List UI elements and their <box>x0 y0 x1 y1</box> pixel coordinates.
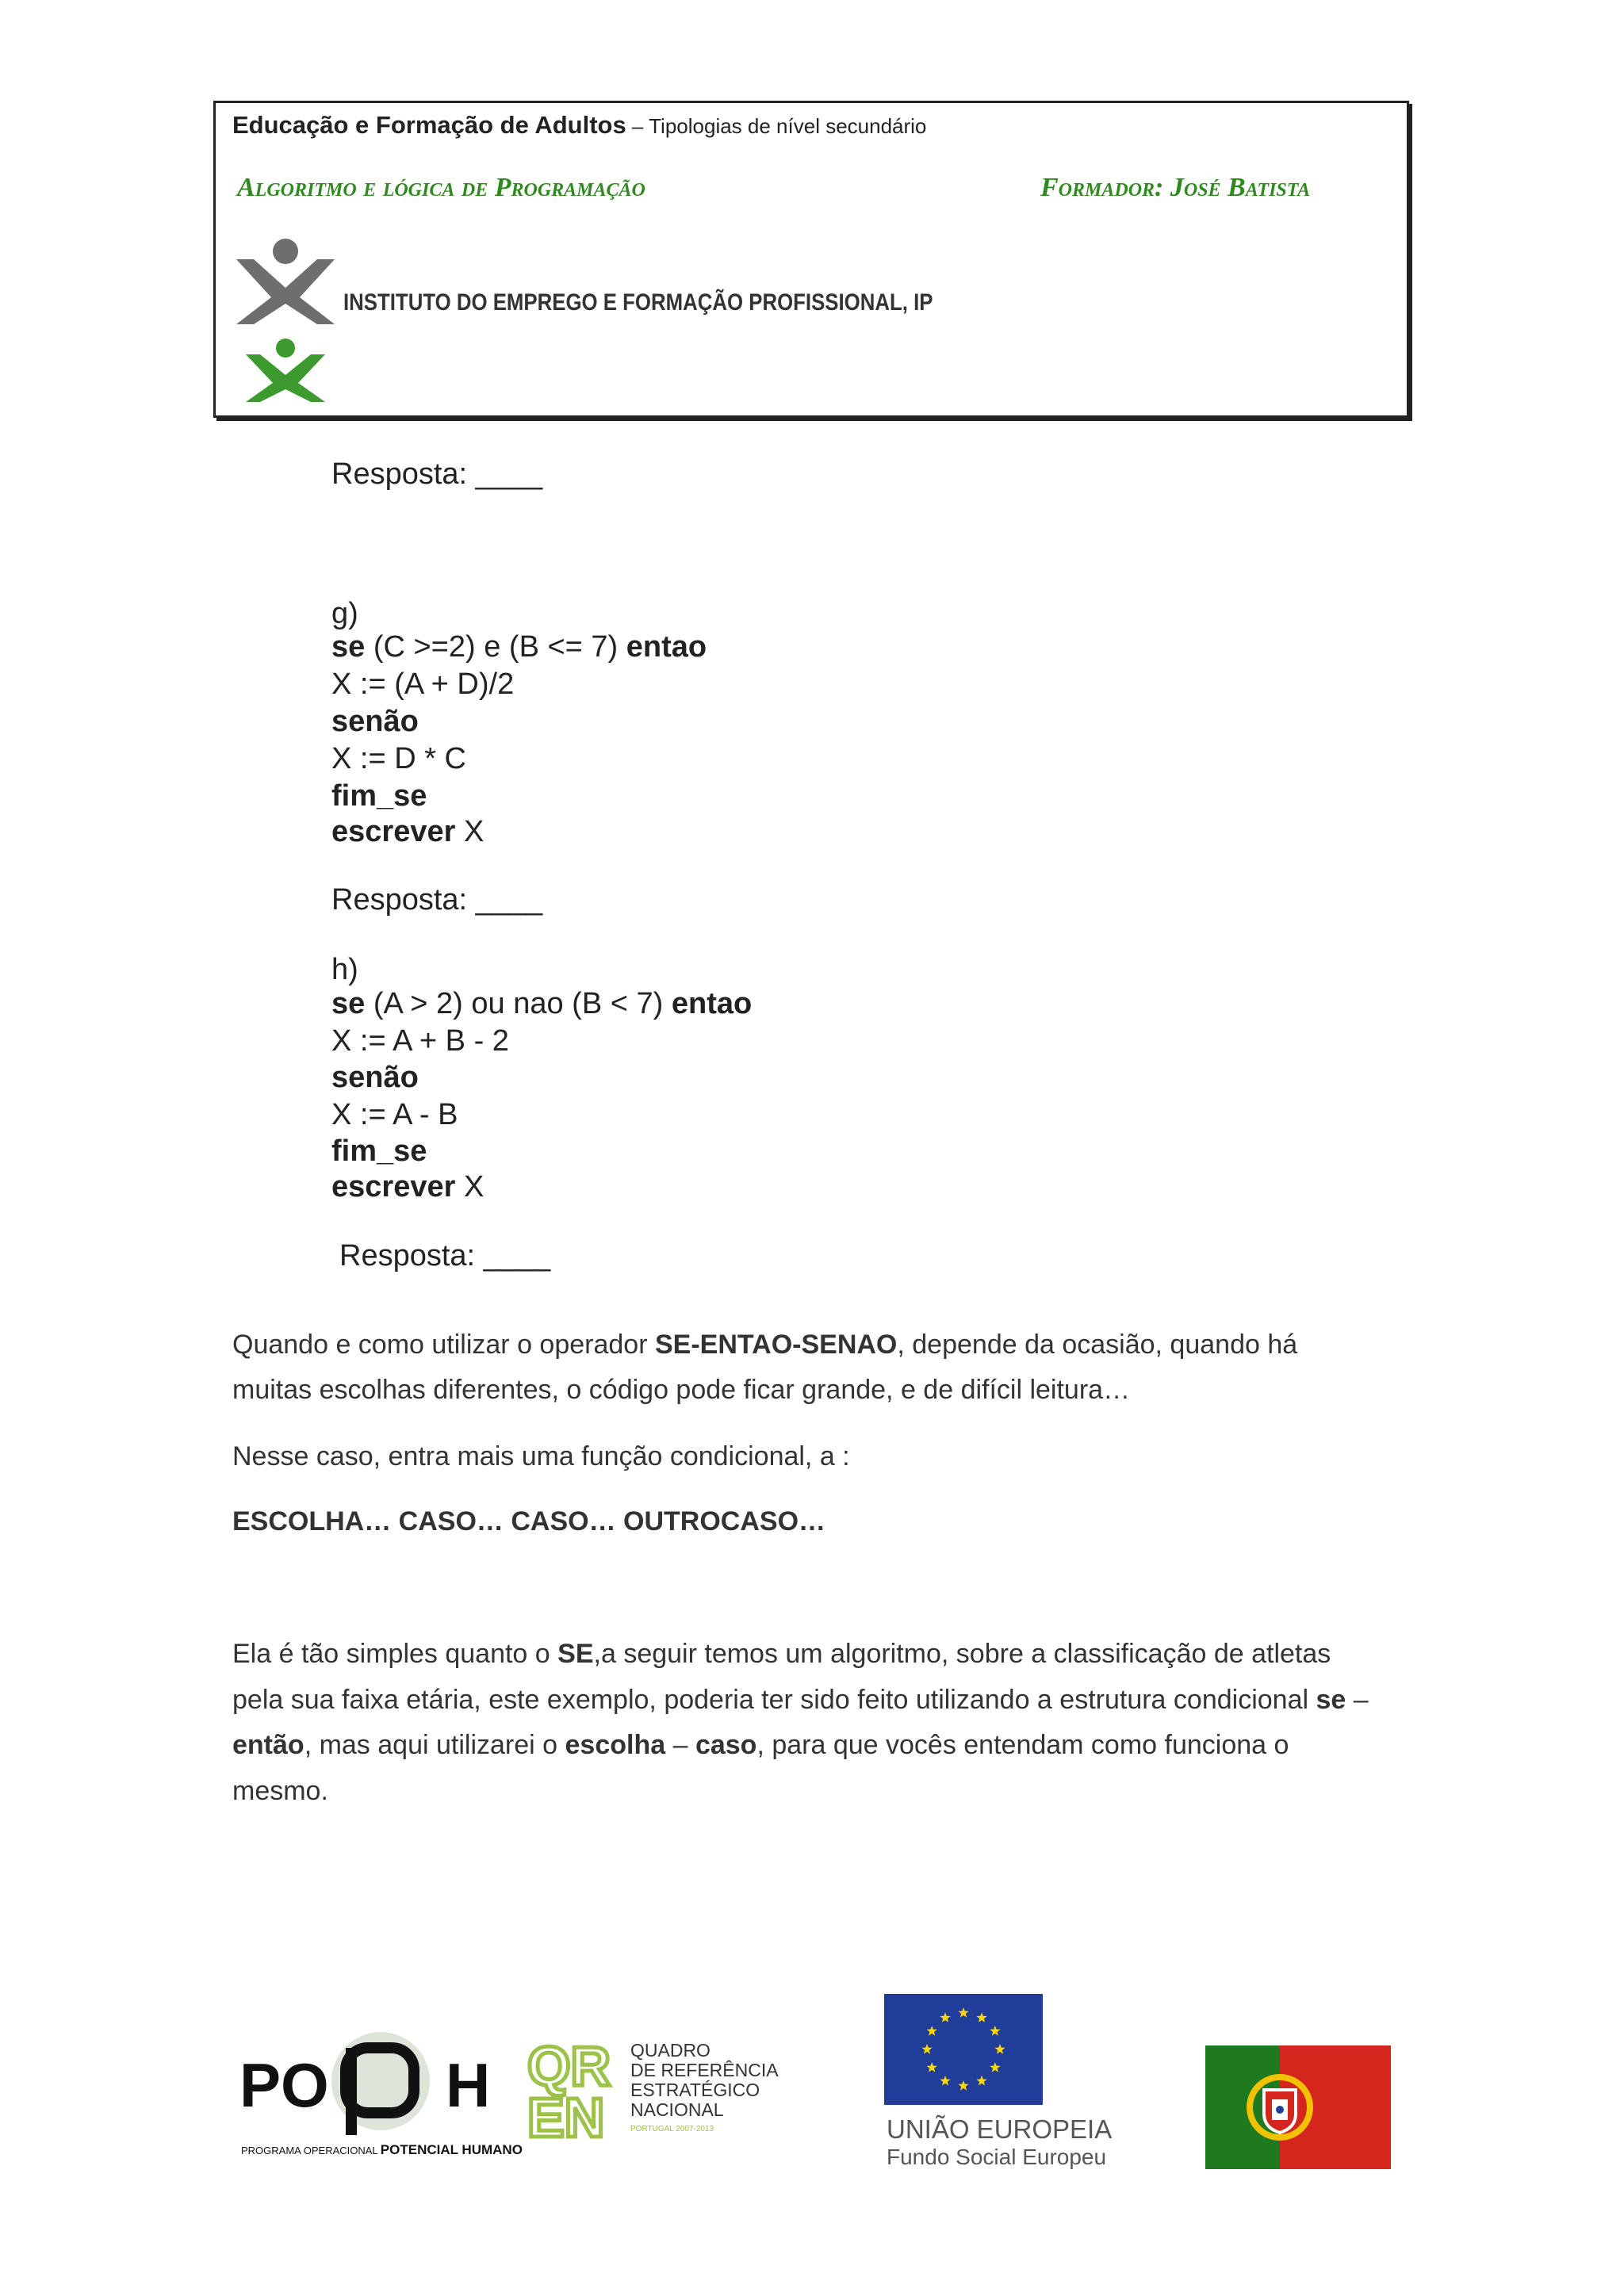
exercise-g-end-if: fim_se <box>331 779 427 813</box>
program-title: Educação e Formação de Adultos – Tipologias de nível secundário <box>232 111 927 139</box>
svg-text:PORTUGAL 2007-2013: PORTUGAL 2007-2013 <box>630 2125 714 2133</box>
course-title: Algoritmo e lógica de Programação <box>237 173 645 202</box>
iefp-logo <box>230 235 341 406</box>
paragraph-escolha-line1: Ela é tão simples quanto o SE,a seguir temos um algoritmo, sobre a classificação de atletas <box>232 1639 1331 1669</box>
escolha-caso-heading: ESCOLHA… CASO… CASO… OUTROCASO… <box>232 1506 826 1536</box>
paragraph-se-entao-line2: muitas escolhas diferentes, o código pode ficar grande, e de difícil leitura… <box>232 1375 1131 1405</box>
institute-name: INSTITUTO DO EMPREGO E FORMAÇÃO PROFISSIONAL, IP <box>343 289 933 316</box>
exercise-h-assign-1: X := A + B - 2 <box>331 1024 509 1058</box>
svg-text:H: H <box>446 2050 491 2120</box>
portugal-flag <box>1205 2045 1391 2169</box>
paragraph-escolha-line4: mesmo. <box>232 1776 328 1806</box>
exercise-g-letter: g) <box>331 597 358 630</box>
qren-logo <box>527 2035 778 2149</box>
exercise-h-else: senão <box>331 1061 419 1094</box>
poph-logo <box>238 2018 523 2160</box>
exercise-g-assign-2: X := D * C <box>331 742 466 775</box>
exercise-h-assign-2: X := A - B <box>331 1098 458 1131</box>
svg-text:QUADRO DE REFERÊNCIA E: QUADRO DE REFERÊNCIA ESTRATÉGICO NACIONAL <box>630 2040 778 2120</box>
answer-line-f: Resposta: ____ <box>331 457 543 491</box>
paragraph-condicional: Nesse caso, entra mais uma função condicional, a : <box>232 1441 850 1471</box>
exercise-h-end-if: fim_se <box>331 1135 427 1168</box>
exercise-g-if-line: se (C >=2) e (B <= 7) entao <box>331 630 707 664</box>
exercise-h-if-line: se (A > 2) ou nao (B < 7) entao <box>331 987 753 1020</box>
exercise-g-else: senão <box>331 705 419 738</box>
svg-text:PROGRAMA OPERACIONAL POTENCIAL: PROGRAMA OPERACIONAL POTENCIAL HUMANO <box>241 2142 523 2157</box>
eu-fund-name: Fundo Social Europeu <box>887 2145 1107 2169</box>
eu-name: UNIÃO EUROPEIA <box>887 2114 1113 2144</box>
trainer-name: Formador: José Batista <box>1040 173 1311 202</box>
paragraph-escolha-line3: então, mas aqui utilizarei o escolha – caso, para que vocês entendam como funciona o <box>232 1730 1289 1760</box>
exercise-h-letter: h) <box>331 953 358 986</box>
answer-line-h: Resposta: ____ <box>339 1239 551 1272</box>
svg-text:PO: PO <box>239 2050 329 2120</box>
exercise-g-write: escrever X <box>331 815 485 848</box>
paragraph-se-entao-line1: Quando e como utilizar o operador SE-ENTAO-SENAO, depende da ocasião, quando há <box>232 1330 1298 1360</box>
exercise-h-write: escrever X <box>331 1170 485 1203</box>
svg-text:EN: EN <box>527 2087 605 2149</box>
answer-line-g: Resposta: ____ <box>331 883 543 916</box>
exercise-g-assign-1: X := (A + D)/2 <box>331 668 515 701</box>
paragraph-escolha-line2: pela sua faixa etária, este exemplo, poderia ter sido feito utilizando a estrutura condicional se – <box>232 1685 1369 1715</box>
eu-flag <box>884 1994 1043 2105</box>
svg-text:QR: QR <box>527 2035 611 2097</box>
document-header <box>213 101 1409 418</box>
